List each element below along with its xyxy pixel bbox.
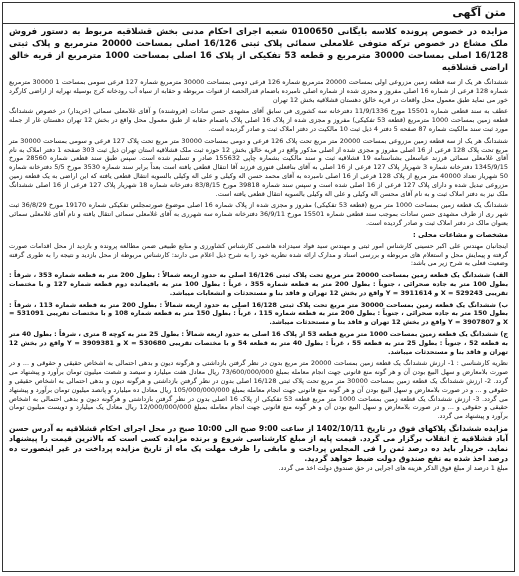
paragraph-8: ج) ششدانگ یک قطعه زمین بمساحت 1000 متر مربع قطعه 53 از پلاک 16 اصلی به حدود اربعه شمالاً : بطول 25 متر به کوچه 8 متری ، شرقاً : بطول 40 متر به قطعه 52 ، جنوباً : بطول 25 متر به قطعه 55 ، غرباً : بطول 40 متر به قطعه 54 و با مختصات تقریبی 530680 = X و 3909381 = Y واقع در بخش 12 تهران و فاقد بنا و مستحدثات میباشد. [9, 329, 508, 356]
subheading: مشخصات و مشاعات محلی : [413, 230, 508, 239]
paragraph-4: ششدانگ یک قطعه زمین بمساحت 1000 متر مربع (قطعه 53 تفکیکی) مفروز و مجزی شده از پلاک شماره 16 اصلی موضوع صورتمجلس تفکیکی شماره 19170 مورخ 36/8/29 ثبت شهر ری از طرف مشهدی حسن سادات بموجب سند قطعی شماره 15501 مورخ 36/9/11 دفترخانه شماره سه شهرری به آقای غلامعلی سمائی انتقال یافته و نام آقای غلامعلی سمائی بعنوان مالک در دفتر املاک ثبت و صادر گردیده است. [9, 201, 508, 227]
paragraph-6: الف) ششدانگ یک قطعه زمین بمساحت 20000 متر مربع تحت پلاک ثبتی 16/126 اصلی به حدود اربعه شمالاً : بطول 200 متر به قطعه شماره 353 ، شرقاً : بطول 100 متر به جاده صحرائی ، جنوباً : بطول 200 متر به قطعه شماره 355 ، غرباً : بطول 100 متر به باقیمانده دوم قطعه شماره 127 و با مختصات تقریبی 529243 = X و 3911614 = Y واقع در بخش 12 تهران و فاقد بنا و مستحدثات و انشعابات میباشد. [9, 271, 509, 297]
paragraph-5: اینجانبان مهندس علی اکبر حسینی کارشناس امور ثبتی و مهندس سید فواد سیدزاده هاشمی کارشناس کشاورزی و منابع طبیعی ضمن مطالعه پرونده و بازدید از محل اقدامات صورت گرفته و پیمایش محل و استعلام های مربوطه و بررسی اسناد و مدارک ارائه شده نظریه خود را به شرح ذیل اعلام می دارند: کارشناس مربوطه از محل بازدید و نتیجه را به طوری گرفته وضعیت فعلی به شرح زیر می باشد: [9, 241, 508, 268]
notice-content [3, 24, 514, 473]
paragraph-9: نظریه کارشناسی : 1- ارزش ششدانگ یک قطعه زمین بمساحت 20000 متر مربع بدون در نظر گرفتن بازداشتی و هرگونه دیون و بدهی احتمالی به اشخاص حقیقی و حقوقی و ... و در صورت بلامعارض و سهل البیع بودن آن و هر گونه منع قانونی جهت انجام معامله بمبلغ 73/600/000/000 ریال معادل هفت میلیارد و سیصد و شصت میلیون تومان برآورد و پیشنهاد می گردد. 2- ارزش ششدانگ یک قطعه زمین بمساحت 30000 متر مربع تحت پلاک ثبتی 16/128 اصلی بدون در نظر گرفتن بازداشتی و هرگونه دیون و بدهی احتمالی به اشخاص حقیقی و حقوقی و ... و در صورت بلامعارض و سهل البیع بودن آن و هر گونه منع قانونی جهت انجام معامله بمبلغ 105/000/000/000 ریال معادل ده میلیارد و پانصد میلیون تومان برآورد و پیشنهاد می گردد. 3- ارزش ششدانگ یک قطعه زمین بمساحت 1000 متر مربع قطعه 53 تفکیکی از پلاک 16 اصلی بدون در نظر گرفتن بازداشتی و هرگونه دیون و بدهی احتمالی به اشخاص حقیقی و حقوقی و ... و در صورت بلامعارض و سهل البیع بودن آن و هر گونه منع قانونی جهت انجام معامله بمبلغ 12/000/000/000 ریال معادل یک میلیارد و دویست میلیون تومان برآورد و پیشنهاد می گردد. [9, 359, 508, 421]
paragraph-7: ب) ششدانگ یک قطعه زمین بمساحت 30000 متر مربع تحت پلاک ثبتی 16/128 اصلی به حدود اربعه شمالاً : بطول 200 متر به قطعه شماره 113 ، شرقاً : بطول 150 متر به جاده صحرائی ، جنوباً : بطول 200 متر به قطعه شماره 115 ، غرباً : بطول 150 متر به قطعه شماره 108 و با مختصات تقریبی 531091 = X و 3907807 = Y واقع در بخش 12 تهران و فاقد بنا و مستحدثات میباشد. [9, 300, 509, 327]
notice-header [3, 3, 514, 24]
paragraph-1: ششدانگ هر یک از سه قطعه زمین مزروعی اولی بمساحت 20000 مترمربع شماره 126 فرعی دومی بمساحت 30000 مترمربع شماره 127 فرعی سومی بمساحت 1 30000 مترمربع شماره 128 فرعی از شماره 16 اصلی مفروز و مجزی شده از شماره اصلی نامبرده باضمام قدرالحصه از قنوات مربوطه و حقابه از سیاه آب رودخانه کرج بوسیله نهرایه از اراضی کارگرد خور می نماید طبق معمول محل واقعات در قریه خالق دهستان قشلاقیه بخش 12 تهران [9, 78, 508, 104]
paragraph-3: ششدانگ هر یک از سه قطعه زمین مزروعی بمساحت 20000 متر مربع تحت پلاک 126 فرعی و دومی بمساحت 30000 متر مربع تحت پلاک 127 فرعی و سومی بمساحت 30000 متر مربع تحت پلاک 128 فرعی از 16 اصلی مفروز و مجزی شده از اصلی مذکور واقع در قریه خالق بخش 12 حوزه ثبت ملک قشلاقیه استان تهران ذیل ثبت 303 صفحه 1 دفتر املاک به نام آقای غلامعلی سمائی فرزند عباسعلی بشناسنامه 19 قشلاقیه ثبت و سند مالکیت بشماره چاپی 155632 صادر و تسلیم شده است. سپس طبق سند قطعی شماره 28560 مورخ 1345/9/15 دفترخانه شماره 3 شهریار پلاک 127 فرعی از 16 اصلی به آقای بنافعلی فنوری فرزند آقا انتقال قطعی یافته است بعداً برابر سند شماره 3530 مورخ 5/5 دفترخانه شماره 50 شهریار تعداد 40000 متر مربع از پلاک 128 فرعی از 16 اصلی نامبرده به آقای محمد حسن اله وکیلی و علی اله وکیلی بالسویه انتقال قطعی یافته که این اراضی به یک قطعه زمین مزروعی تبدیل شده و دارای پلاک 127 فرعی از 16 اصلی شده است و سپس سند شماره 39818 مورخ 83/8/15 دفترخانه شماره 18 شهریار پلاک 127 فرعی از 16 اصلی ششدانگ ملک نیز به دفتر املاک ثبت و به نام آقای محسن اله وکیلی و علی اله وکیلی بالسویه انتقال قطعی یافته است. [9, 136, 509, 198]
notice-frame [2, 2, 515, 572]
paragraph-2: عطف به سند قطعی شماره 15501 مورخ 11/9/1336 دفترخانه سه کشوری فی سابق آقای مشهدی حسن سادات (فروشنده) و آقای غلامعلی سمائی (خریدار) در خصوص ششدانگ قطعه زمین بمساحت 1000 مترمربع (قطعه 53 تفکیکی) مفروز و مجزی شده از پلاک 16 اصلی پلاک باضمام حقابه از طبق معمول محل واقع در بخش 12 تهران دهستان غار از جمله مورد ثبت سند مالکیت شماره 87 صفحه 5 دفتر 4 ذیل ثبت 10 مالکیت در دفتر املاک ثبت و صادر گردیده است. [9, 107, 509, 133]
auction-closing: مزایده ششدانگ پلاکهای فوق در تاریخ 1402/10/11 از ساعت 9:00 صبح الی 10:00 صبح در محل اجرای احکام قشلاقیه به آدرس حسن آباد قشلاقیه خ انقلاب برگزار می گردد. قیمت پایه از مبلغ کارشناسی شروع و برنده مزایده کسی است که بالاترین قیمت را پیشنهاد نماید. خریدار باید ده درصد ثمن را فی المجلس پرداخت و مابقی را ظرف مهلت یک ماه از تاریخ مزایده پرداخت در غیر اینصورت ده درصد اخذ شده به نفع صندوق دولت ضبط خواهد گردید. [9, 423, 508, 463]
header-title: متن آگهی [452, 6, 506, 19]
footer-note: مبلغ 1 درصد از مبلغ فوق الذکر هزینه های اجرایی در حق صندوق دولت اخذ می گردد. [278, 463, 508, 472]
notice-title: مزایده در خصوص پرونده کلاسه بایگانی 0100650 شعبه اجرای احکام مدنی بخش قشلاقیه مربوط به دستور فروش ملک مشاع در خصوص ترکه متوفی غلامعلی سمائی پلاک ثبتی 16/126 اصلی بمساحت 20000 مترمربع و پلاک ثبتی 16/128 اصلی بمساحت 30000 مترمربع و قطعه 53 تفکیکی از پلاک 16 اصلی بمساحت 1000 مترمربع از قریه خالق اراضی قشلاقیه [9, 27, 508, 73]
